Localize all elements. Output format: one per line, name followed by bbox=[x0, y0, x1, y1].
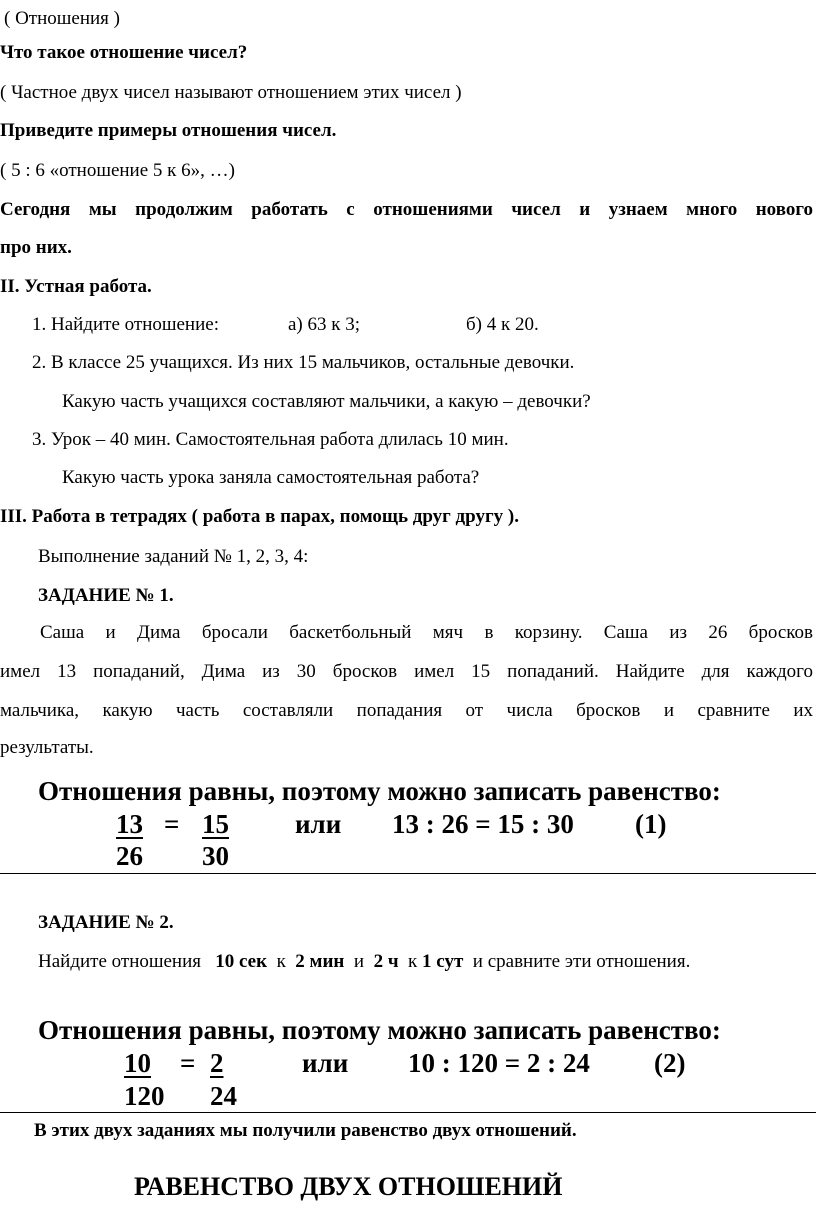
task1-fraction-2-numerator: 15 bbox=[202, 809, 229, 839]
task2-value-1: 10 сек bbox=[215, 951, 268, 972]
task2-to-1: к bbox=[276, 951, 286, 972]
task1-conclusion: Отношения равны, поэтому можно записать равенство: bbox=[38, 776, 721, 806]
task1-fraction-1-numerator: 13 bbox=[116, 809, 143, 839]
task2-fraction-1-numerator: 10 bbox=[124, 1048, 151, 1078]
footer-title: РАВЕНСТВО ДВУХ ОТНОШЕНИЙ bbox=[134, 1172, 563, 1201]
oral-task-1a: а) 63 к 3; bbox=[288, 314, 361, 335]
task1-text-line-2: имел 13 попаданий, Дима из 30 бросков имел 15 попаданий. Найдите для каждого bbox=[0, 661, 813, 682]
task2-colon-equation: 10 : 120 = 2 : 24 bbox=[408, 1048, 590, 1078]
task2-fraction-1-denominator: 120 bbox=[124, 1081, 165, 1111]
summary-text: В этих двух заданиях мы получили равенство двух отношений. bbox=[34, 1120, 577, 1141]
task1-divider bbox=[0, 873, 816, 874]
question-examples: Приведите примеры отношения чисел. bbox=[0, 120, 337, 141]
notebook-subtitle: Выполнение заданий № 1, 2, 3, 4: bbox=[38, 546, 309, 567]
task1-text-line-4: результаты. bbox=[0, 737, 94, 758]
notebook-heading: III. Работа в тетрадях ( работа в парах, помощь друг другу ). bbox=[0, 506, 519, 527]
task1-text-line-1: Саша и Дима бросали баскетбольный мяч в корзину. Саша из 26 бросков bbox=[40, 622, 813, 643]
task2-tail: и сравните эти отношения. bbox=[472, 951, 691, 972]
answer-examples: ( 5 : 6 «отношение 5 к 6», …) bbox=[0, 160, 235, 181]
oral-task-1: 1. Найдите отношение: bbox=[32, 314, 219, 335]
task2-value-3: 2 ч bbox=[373, 951, 399, 972]
task2-conclusion: Отношения равны, поэтому можно записать равенство: bbox=[38, 1015, 721, 1045]
answer-ratio: ( Частное двух чисел называют отношением этих чисел ) bbox=[0, 82, 462, 103]
task2-and: и bbox=[353, 951, 365, 972]
task1-colon-equation: 13 : 26 = 15 : 30 bbox=[392, 809, 574, 839]
question-ratio: Что такое отношение чисел? bbox=[0, 42, 248, 63]
task1-equals-sign: = bbox=[164, 809, 180, 839]
task1-or: или bbox=[295, 809, 342, 839]
task1-text-line-3: мальчика, какую часть составляли попадания от числа бросков и сравните их bbox=[0, 700, 813, 721]
task1-equation-label: (1) bbox=[635, 809, 667, 839]
task2-equation-label: (2) bbox=[654, 1048, 686, 1078]
oral-task-2-question: Какую часть учащихся составляют мальчики, а какую – девочки? bbox=[62, 391, 591, 412]
task2-value-2: 2 мин bbox=[295, 951, 345, 972]
task2-find: Найдите отношения bbox=[38, 951, 202, 972]
task2-fraction-2-denominator: 24 bbox=[210, 1081, 237, 1111]
task2-equals-sign: = bbox=[180, 1048, 196, 1078]
task2-fraction-2-numerator: 2 bbox=[210, 1048, 224, 1078]
task2-value-4: 1 сут bbox=[422, 951, 464, 972]
task2-to-2: к bbox=[408, 951, 418, 972]
task2-divider bbox=[0, 1112, 816, 1113]
oral-task-1b: б) 4 к 20. bbox=[466, 314, 539, 335]
lesson-title: ( Отношения ) bbox=[4, 8, 120, 29]
today-line-2: про них. bbox=[0, 237, 72, 258]
task2-title: ЗАДАНИЕ № 2. bbox=[38, 912, 174, 933]
oral-task-3-question: Какую часть урока заняла самостоятельная работа? bbox=[62, 467, 480, 488]
oral-task-3: 3. Урок – 40 мин. Самостоятельная работа длилась 10 мин. bbox=[32, 429, 509, 450]
task1-fraction-2-denominator: 30 bbox=[202, 841, 229, 871]
task2-or: или bbox=[302, 1048, 349, 1078]
task1-title: ЗАДАНИЕ № 1. bbox=[38, 585, 174, 606]
task1-fraction-1-denominator: 26 bbox=[116, 841, 143, 871]
oral-heading: II. Устная работа. bbox=[0, 276, 152, 297]
today-line-1: Сегодня мы продолжим работать с отношениями чисел и узнаем много нового bbox=[0, 199, 813, 220]
task2-text bbox=[38, 950, 690, 974]
oral-task-2: 2. В классе 25 учащихся. Из них 15 мальчиков, остальные девочки. bbox=[32, 352, 575, 373]
